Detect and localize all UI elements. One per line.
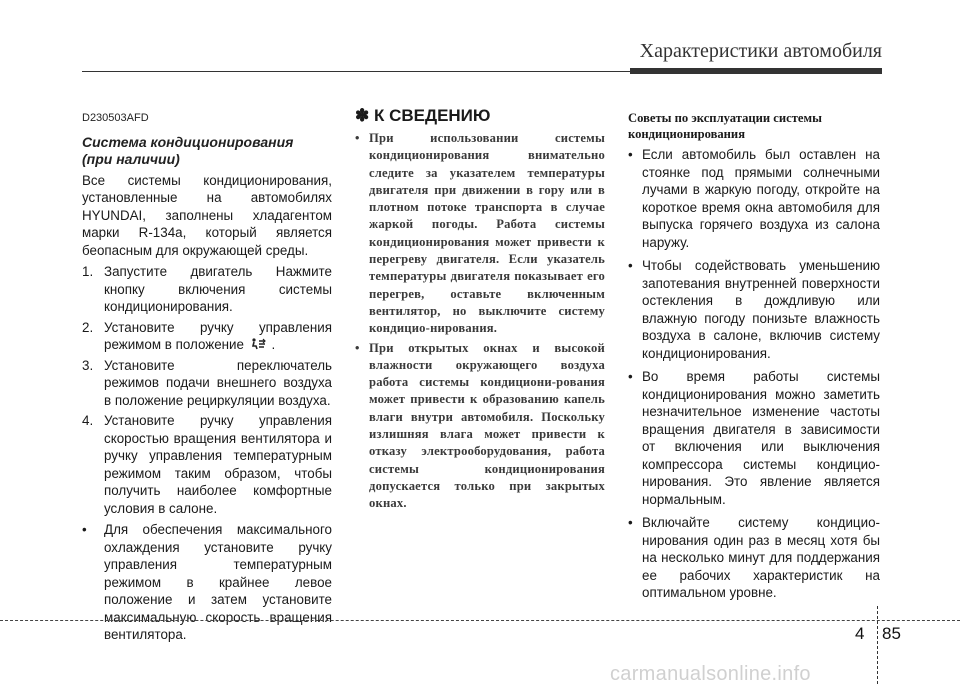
section-code: D230503AFD — [82, 112, 149, 124]
section-title — [82, 134, 332, 168]
step-item — [82, 263, 332, 316]
tips-list — [628, 146, 880, 602]
bullet-icon: • — [355, 340, 360, 355]
step-item — [82, 319, 332, 354]
step-number: 2. — [82, 319, 94, 335]
page-number-divider — [877, 606, 879, 684]
tip-text: Во время работы системы кондиционирования можно заметить незначительное изменение частоты вращения двигателя в зависимости от включения или выключения компрессора системы кондицио-нирования. Это явление является нормальным. — [642, 369, 880, 507]
info-note-item — [355, 130, 605, 338]
step-item — [82, 412, 332, 517]
tip-item — [628, 257, 880, 362]
bullet-icon: • — [628, 515, 633, 530]
bullet-icon: • — [82, 522, 87, 537]
info-note-list — [355, 130, 605, 513]
column-info-note — [355, 106, 605, 515]
tip-text: Чтобы содействовать уменьшению запотевания внутренней поверхности остекления в дождливую или влажную погоду понизьте влажность воздуха в салоне, включив систему кондиционирования. — [642, 258, 880, 361]
info-note-title: ✽ К СВЕДЕНИЮ — [355, 106, 491, 125]
step-number: 3. — [82, 357, 94, 373]
bullet-icon: • — [355, 131, 360, 145]
watermark: carmanualsonline.info — [610, 663, 811, 685]
page-header-title: Характеристики автомобиля — [639, 40, 882, 62]
step-item — [82, 357, 332, 410]
column-air-conditioning — [82, 110, 332, 647]
header-rule-thick — [630, 68, 882, 74]
step-number: 4. — [82, 413, 94, 428]
step-number: 1. — [82, 264, 94, 279]
step-text: Запустите двигатель Нажмите кнопку включения системы кондиционирования. — [104, 264, 332, 314]
info-note-text: При использовании системы кондиционирования внимательно следите за указателем температуры двигателя при движении в гору или в плотном потоке транспорта в случае жаркой погоды. Работа системы кондиционирования может привести к перегреву двигателя. Если указатель температуры двигателя показывает его перегрев, оставьте включенным вентилятор, но выключите систему кондицио-нирования. — [369, 131, 605, 336]
chapter-number: 4 — [855, 624, 865, 643]
bullet-list — [82, 521, 332, 644]
tip-item — [628, 368, 880, 508]
bullet-text: Для обеспечения максимального охлаждения установите ручку управления температурным режимом в крайнее левое положение и затем установите максимальную скорость вращения вентилятора. — [104, 522, 332, 642]
tip-item — [628, 514, 880, 602]
steps-list — [82, 263, 332, 517]
step-text: Установите ручку управления режимом в положение — [104, 319, 332, 352]
tip-item — [628, 146, 880, 251]
step-text-end: . — [271, 337, 276, 352]
column-tips — [628, 110, 880, 608]
intro-paragraph: Все системы кондиционирования, установленные на автомобилях HYUNDAI, заполнены хладагентом марки R-134a, который является беопасным для окружающей среды. — [82, 172, 332, 258]
bullet-item — [82, 521, 332, 644]
step-text: Установите переключатель режимов подачи внешнего воздуха в положение рециркуляции воздуха. — [104, 357, 332, 408]
step-text: Установите ручку управления скоростью вращения вентилятора и ручку управления температурным режимом таким образом, чтобы получить наиболее комфортные условия в салоне. — [104, 413, 332, 516]
info-note-item — [355, 340, 605, 513]
footer-dashed-line — [0, 620, 960, 621]
page-number: 85 — [882, 624, 901, 643]
section-title-line1: Система кондиционирования — [82, 133, 294, 150]
tip-text: Если автомобиль был оставлен на стоянке под прямыми солнечными лучами в жаркую погоду, откройте на короткое время окна автомобиля для выпуска горячего воздуха из салона наружу. — [642, 147, 880, 250]
info-note-text: При открытых окнах и высокой влажности окружающего воздуха работа системы кондициони-рования может привести к образованию капель влаги внутри автомобиля. Поскольку излишняя влага может привести к отказу электрооборудования, работа системы кондиционирования допускается только при закрытых окнах. — [369, 340, 605, 511]
bullet-icon: • — [628, 258, 633, 273]
section-title-line2: (при наличии) — [82, 150, 180, 167]
bullet-icon: • — [628, 147, 633, 162]
vent-mode-icon — [250, 337, 266, 349]
tips-title: Советы по эксплуатации системы кондиционирования — [628, 111, 822, 141]
tip-text: Включайте систему кондицио-нирования один раз в месяц хотя бы на несколько минут для поддержания ее рабочих характеристик на оптимальном уровне. — [642, 515, 880, 600]
bullet-icon: • — [628, 369, 633, 384]
